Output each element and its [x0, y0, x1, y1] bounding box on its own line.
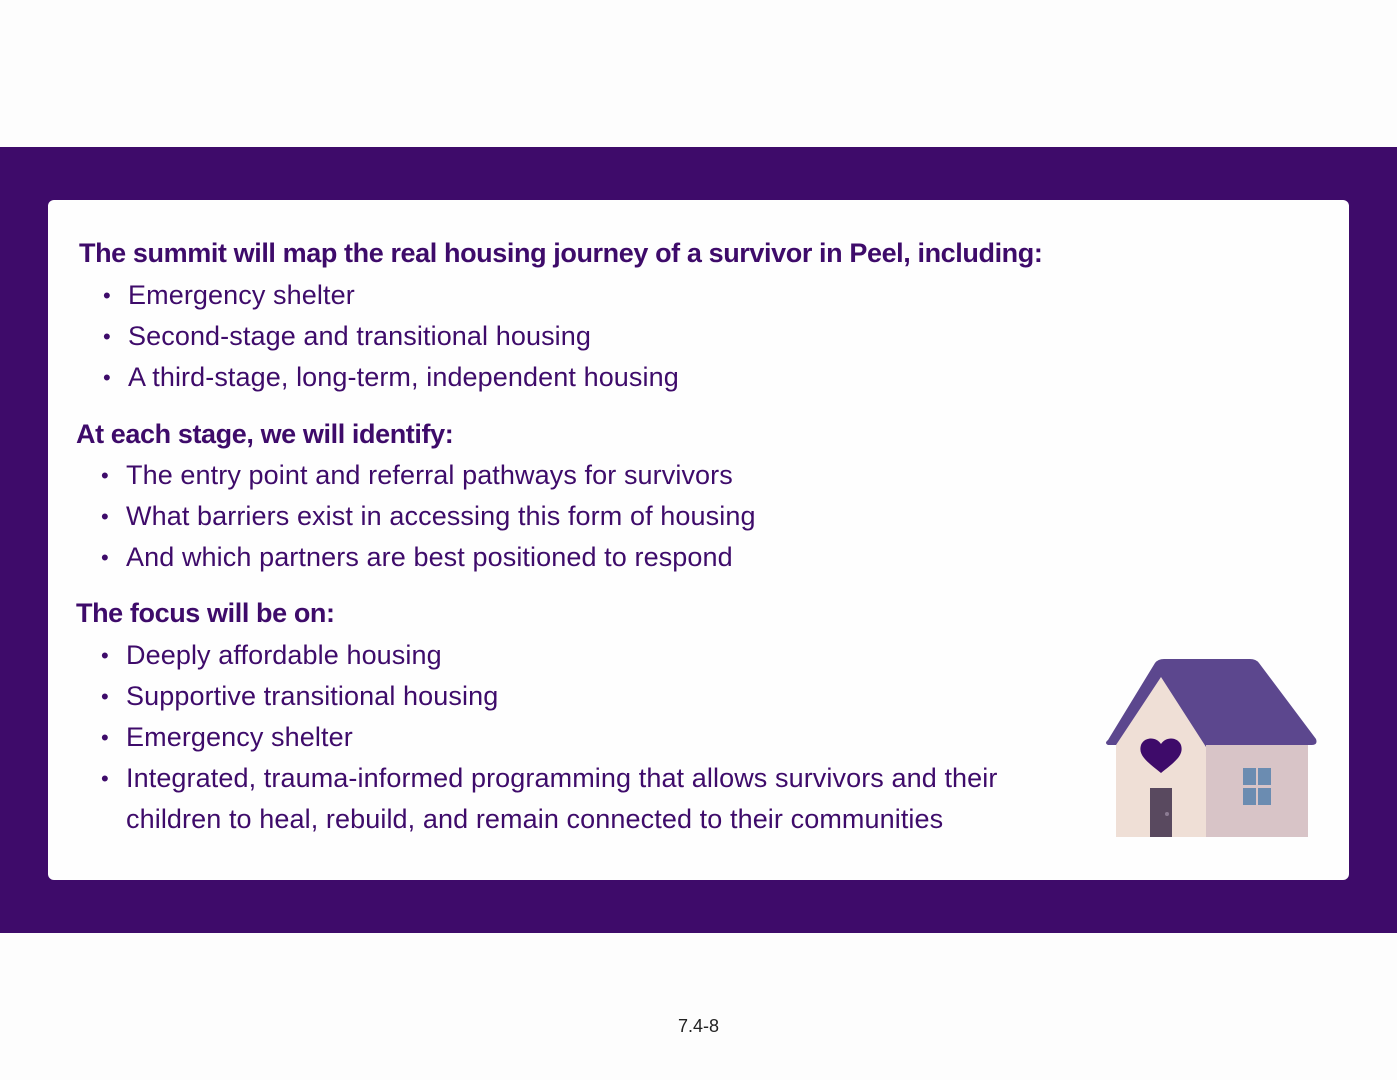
- house-door: [1150, 788, 1172, 837]
- content-card: [48, 200, 1349, 880]
- bullet-icon: •: [101, 725, 109, 750]
- bullet-icon: •: [103, 365, 111, 390]
- list-item: And which partners are best positioned to respond: [126, 542, 733, 572]
- list-item: A third-stage, long-term, independent housing: [128, 362, 679, 392]
- window-pane: [1243, 788, 1256, 805]
- window-pane: [1258, 788, 1271, 805]
- list-item: Integrated, trauma-informed programming that allows survivors and their: [126, 763, 998, 793]
- bullet-icon: •: [101, 545, 109, 570]
- window-pane: [1258, 768, 1271, 785]
- bullet-icon: •: [101, 463, 109, 488]
- window-pane: [1243, 768, 1256, 785]
- page-number: 7.4-8: [677, 1016, 720, 1036]
- list-item: Deeply affordable housing: [126, 640, 442, 670]
- section-heading-identify: At each stage, we will identify:: [76, 419, 454, 449]
- list-item: Emergency shelter: [128, 280, 355, 310]
- door-knob: [1165, 812, 1169, 816]
- bullet-icon: •: [101, 504, 109, 529]
- list-item: Supportive transitional housing: [126, 681, 499, 711]
- bullet-icon: •: [101, 766, 109, 791]
- list-item-continuation: children to heal, rebuild, and remain connected to their communities: [126, 804, 944, 834]
- section-heading-journey: The summit will map the real housing journey of a survivor in Peel, including:: [79, 238, 1043, 268]
- bullet-icon: •: [101, 684, 109, 709]
- list-item: The entry point and referral pathways for survivors: [126, 460, 733, 490]
- house-with-heart-icon: [1106, 655, 1320, 840]
- list-item: What barriers exist in accessing this form of housing: [126, 501, 756, 531]
- bullet-icon: •: [103, 283, 111, 308]
- bullet-icon: •: [101, 643, 109, 668]
- list-item: Emergency shelter: [126, 722, 353, 752]
- bullet-icon: •: [103, 324, 111, 349]
- section-heading-focus: The focus will be on:: [76, 598, 335, 628]
- house-side-wall: [1204, 737, 1308, 837]
- list-item: Second-stage and transitional housing: [128, 321, 592, 351]
